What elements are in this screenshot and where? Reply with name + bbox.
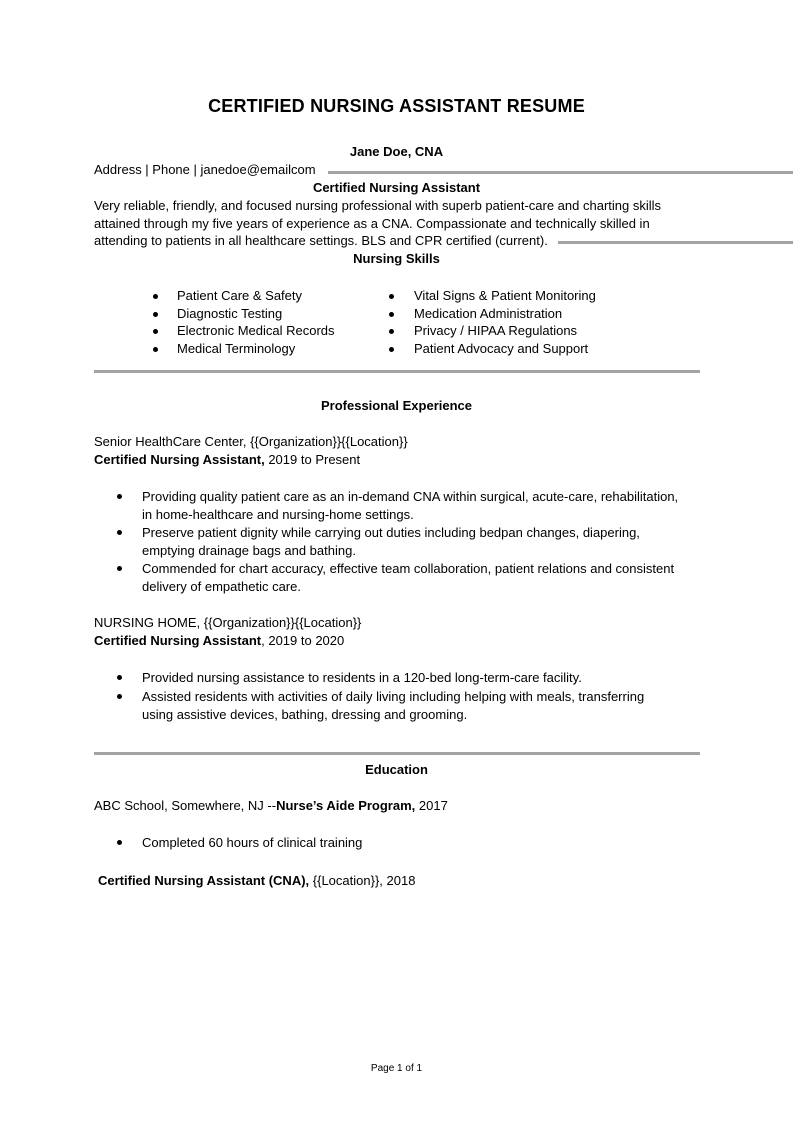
summary-line: attained through my five years of experience as a CNA. Compassionate and technically skilled in bbox=[94, 216, 650, 231]
skill-item: Vital Signs & Patient Monitoring bbox=[414, 288, 596, 303]
job-bullet-line: delivery of empathetic care. bbox=[142, 579, 301, 594]
job-organization: NURSING HOME, {{Organization}}{{Location}} bbox=[94, 615, 362, 630]
education-program: Nurse’s Aide Program, bbox=[276, 798, 416, 813]
experience-heading: Professional Experience bbox=[320, 398, 472, 413]
skill-item: Medical Terminology bbox=[177, 341, 296, 356]
skills-heading: Nursing Skills bbox=[353, 251, 440, 266]
summary-heading: Certified Nursing Assistant bbox=[312, 180, 481, 195]
job-bullet-line: Assisted residents with activities of daily living including helping with meals, transferring bbox=[142, 689, 645, 704]
job-organization: Senior HealthCare Center, {{Organization}}{{Location}} bbox=[94, 434, 408, 449]
summary-line: attending to patients in all healthcare settings. BLS and CPR certified (current). bbox=[94, 233, 548, 248]
skill-item: Patient Care & Safety bbox=[177, 288, 303, 303]
job-role: Certified Nursing Assistant, bbox=[94, 452, 265, 467]
job-bullet-line: in home-healthcare and nursing-home settings. bbox=[142, 507, 414, 522]
bullet-icon bbox=[117, 566, 122, 571]
job-bullet-line: Provided nursing assistance to residents in a 120-bed long-term-care facility. bbox=[142, 670, 582, 685]
bullet-icon bbox=[117, 675, 122, 680]
job-bullet-line: using assistive devices, bathing, dressing and grooming. bbox=[142, 707, 468, 722]
skills-rule bbox=[94, 370, 700, 373]
bullet-icon bbox=[389, 294, 394, 299]
job-title-line bbox=[94, 451, 360, 469]
job-role: Certified Nursing Assistant bbox=[94, 633, 262, 648]
bullet-icon bbox=[117, 494, 122, 499]
summary-rule bbox=[558, 241, 793, 244]
bullet-icon bbox=[117, 694, 122, 699]
skill-item: Medication Administration bbox=[414, 306, 563, 321]
job-dates: 2019 to Present bbox=[264, 452, 361, 467]
job-bullet-line: Providing quality patient care as an in-demand CNA within surgical, acute-care, rehabilitation, bbox=[142, 489, 679, 504]
education-school-line bbox=[94, 797, 448, 815]
bullet-icon bbox=[389, 329, 394, 334]
bullet-icon bbox=[117, 840, 122, 845]
page-number: Page 1 of 1 bbox=[370, 1063, 423, 1074]
certification-title: Certified Nursing Assistant (CNA), bbox=[98, 873, 310, 888]
education-year: 2017 bbox=[415, 798, 448, 813]
skill-item: Patient Advocacy and Support bbox=[414, 341, 589, 356]
experience-rule bbox=[94, 752, 700, 755]
job-title-line bbox=[94, 632, 344, 650]
bullet-icon bbox=[153, 329, 158, 334]
education-heading: Education bbox=[365, 762, 428, 777]
job-bullet-line: emptying drainage bags and bathing. bbox=[142, 543, 356, 558]
summary-line: Very reliable, friendly, and focused nursing professional with superb patient-care and charting skills bbox=[94, 198, 662, 213]
skill-item: Electronic Medical Records bbox=[177, 323, 335, 338]
certification-line bbox=[98, 872, 415, 890]
header-rule bbox=[328, 171, 793, 174]
skill-item: Diagnostic Testing bbox=[177, 306, 283, 321]
job-bullet-line: Preserve patient dignity while carrying out duties including bedpan changes, diapering, bbox=[142, 525, 640, 540]
bullet-icon bbox=[153, 294, 158, 299]
bullet-icon bbox=[117, 530, 122, 535]
bullet-icon bbox=[153, 312, 158, 317]
education-bullet: Completed 60 hours of clinical training bbox=[142, 835, 363, 850]
contact-info: Address | Phone | janedoe@emailcom bbox=[94, 162, 316, 177]
bullet-icon bbox=[389, 347, 394, 352]
candidate-name: Jane Doe, CNA bbox=[349, 144, 444, 159]
job-bullet-line: Commended for chart accuracy, effective team collaboration, patient relations and consistent bbox=[142, 561, 675, 576]
skill-item: Privacy / HIPAA Regulations bbox=[414, 323, 578, 338]
bullet-icon bbox=[389, 312, 394, 317]
resume-title: CERTIFIED NURSING ASSISTANT RESUME bbox=[208, 96, 585, 116]
bullet-icon bbox=[153, 347, 158, 352]
certification-details: {{Location}}, 2018 bbox=[309, 873, 416, 888]
job-dates: , 2019 to 2020 bbox=[261, 633, 345, 648]
education-school: ABC School, Somewhere, NJ -- bbox=[94, 798, 277, 813]
